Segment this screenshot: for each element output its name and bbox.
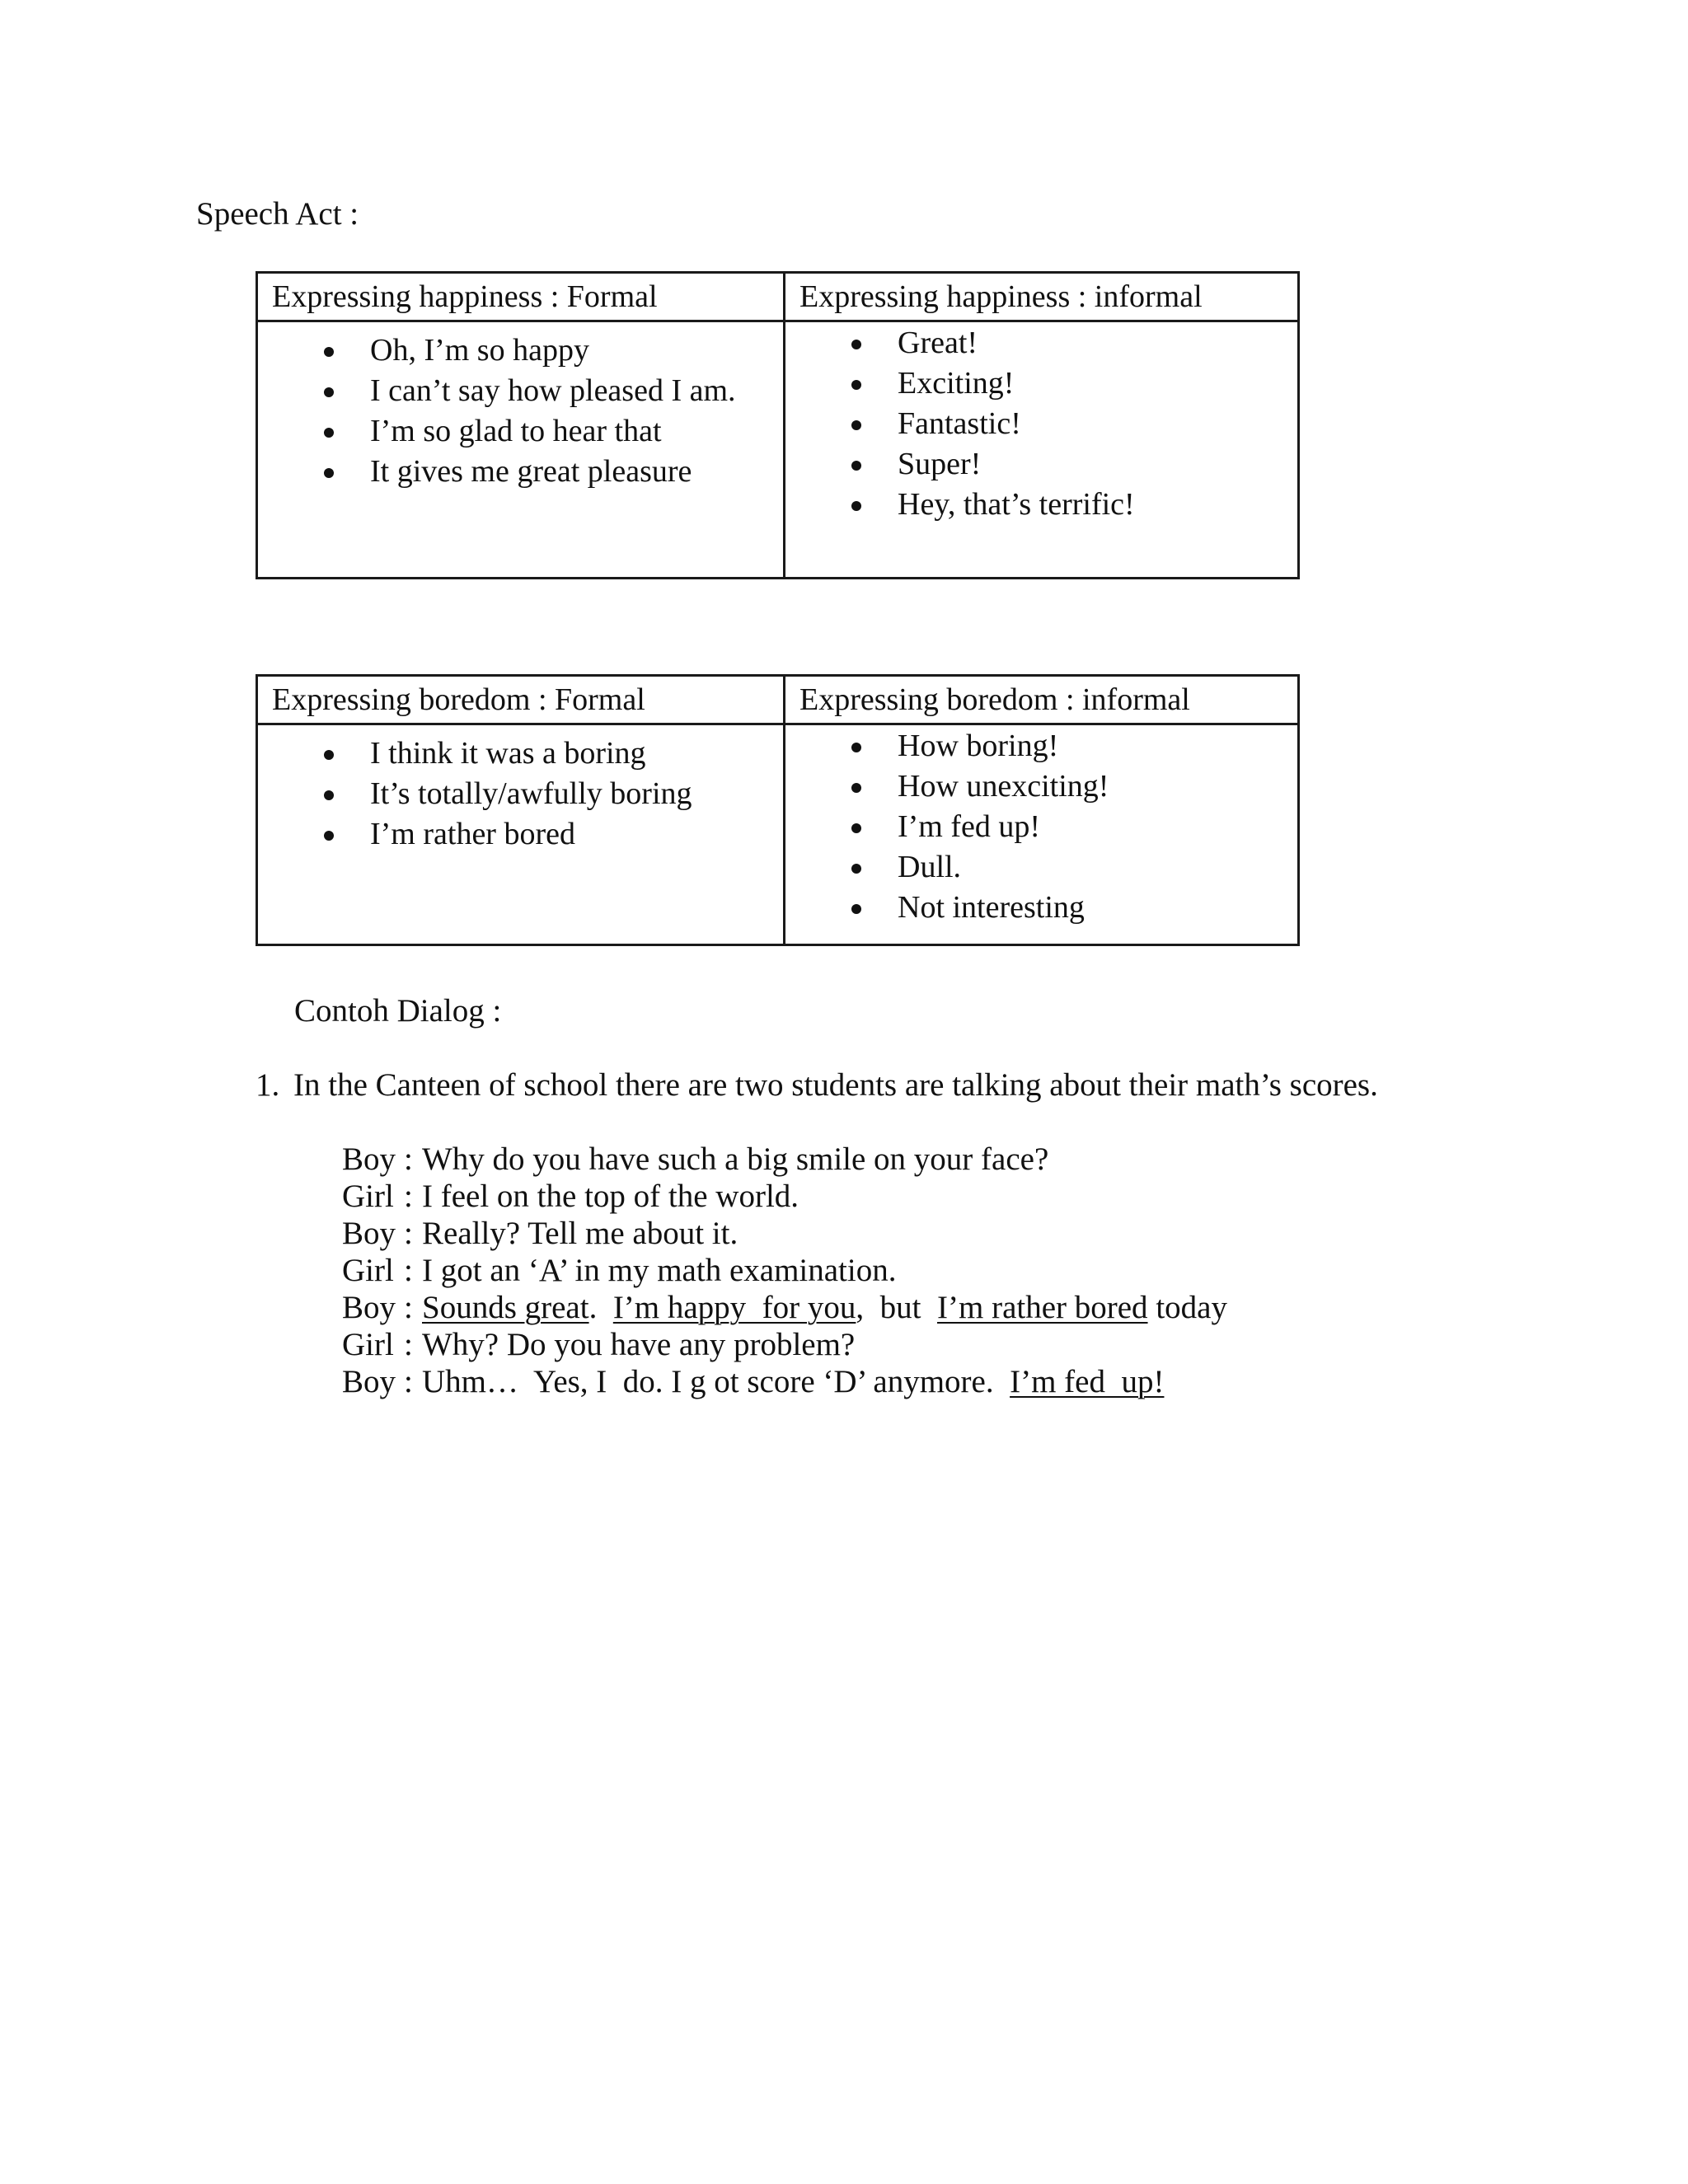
dialog-line: Boy : Really? Tell me about it.: [342, 1216, 738, 1251]
boredom-formal-header: Expressing boredom : Formal: [258, 677, 785, 723]
list-item: How boring!: [785, 726, 1297, 766]
happiness-formal-cell: [258, 322, 785, 577]
list-item: Exciting!: [785, 363, 1297, 404]
list-item: Dull.: [785, 847, 1297, 888]
list-item: It’s totally/awfully boring: [258, 774, 783, 814]
numbered-item: [256, 1066, 1378, 1105]
dialog-text: Sounds great. I’m happy for you, but I’m rather bored today: [422, 1290, 1227, 1325]
list-item: How unexciting!: [785, 766, 1297, 807]
happiness-informal-header: Expressing happiness : informal: [799, 279, 1203, 314]
dialog-text: Why do you have such a big smile on your face?: [422, 1141, 1049, 1177]
dialog-line: Boy : Uhm… Yes, I do. I g ot score ‘D’ anymore. I’m fed up!: [342, 1364, 1165, 1399]
list-item: I’m so glad to hear that: [258, 411, 783, 452]
item-text: In the Canteen of school there are two students are talking about their math’s scores.: [293, 1067, 1378, 1103]
dialog-block: [342, 1141, 1227, 1400]
list-item: Super!: [785, 444, 1297, 485]
dialog-line: Girl : Why? Do you have any problem?: [342, 1327, 856, 1362]
dialog-heading: Contoh Dialog :: [294, 993, 502, 1029]
list-item: I’m rather bored: [258, 814, 783, 855]
underlined-expression: Sounds great: [422, 1290, 589, 1325]
happiness-table: [256, 271, 1300, 579]
list-item: I’m fed up!: [785, 807, 1297, 847]
boredom-table-body-row: [258, 725, 1297, 944]
boredom-informal-list: [785, 726, 1297, 928]
dialog-speaker: Boy: [342, 1216, 396, 1251]
dialog-speaker: Boy: [342, 1141, 396, 1177]
dialog-speaker: Girl: [342, 1253, 394, 1288]
dialog-speaker: Boy: [342, 1364, 396, 1399]
happiness-formal-header: Expressing happiness : Formal: [258, 274, 785, 320]
dialog-text: I got an ‘A’ in my math examination.: [422, 1253, 897, 1288]
boredom-informal-header: Expressing boredom : informal: [799, 682, 1190, 717]
list-item: I think it was a boring: [258, 733, 783, 774]
list-item: Hey, that’s terrific!: [785, 485, 1297, 525]
list-item: Fantastic!: [785, 404, 1297, 444]
dialog-speaker: Girl: [342, 1327, 394, 1362]
underlined-expression: I’m rather bored: [937, 1290, 1148, 1325]
dialog-speaker: Boy: [342, 1290, 396, 1325]
happiness-informal-list: [785, 323, 1297, 525]
happiness-table-header-row: [258, 274, 1297, 322]
list-item: It gives me great pleasure: [258, 452, 783, 492]
list-item: Great!: [785, 323, 1297, 363]
dialog-line: Boy : Sounds great. I’m happy for you, but I’m rather bored today: [342, 1290, 1227, 1325]
boredom-formal-cell: [258, 725, 785, 944]
underlined-expression: I’m happy for you: [612, 1290, 856, 1325]
boredom-table-header-row: [258, 677, 1297, 725]
happiness-table-body-row: [258, 322, 1297, 577]
dialog-text: I feel on the top of the world.: [422, 1179, 799, 1214]
dialog-speaker: Girl: [342, 1179, 394, 1214]
dialog-line: Girl : I got an ‘A’ in my math examination.: [342, 1253, 897, 1288]
dialog-line: Girl : I feel on the top of the world.: [342, 1179, 799, 1214]
boredom-informal-cell: [785, 725, 1297, 944]
dialog-line: Boy : Why do you have such a big smile on your face?: [342, 1141, 1049, 1177]
dialog-text: Why? Do you have any problem?: [422, 1327, 856, 1362]
list-item: Oh, I’m so happy: [258, 330, 783, 371]
list-item: Not interesting: [785, 888, 1297, 928]
dialog-text: Really? Tell me about it.: [422, 1216, 738, 1251]
boredom-table: [256, 674, 1300, 946]
underlined-expression: I’m fed up!: [1010, 1364, 1165, 1399]
list-item: I can’t say how pleased I am.: [258, 371, 783, 411]
happiness-informal-cell: [785, 322, 1297, 577]
boredom-formal-list: [258, 733, 783, 855]
page-title: Speech Act :: [196, 196, 359, 232]
item-number: 1.: [256, 1067, 280, 1103]
happiness-formal-list: [258, 330, 783, 492]
dialog-text: Uhm… Yes, I do. I g ot score ‘D’ anymore. I’m fed up!: [422, 1364, 1165, 1399]
